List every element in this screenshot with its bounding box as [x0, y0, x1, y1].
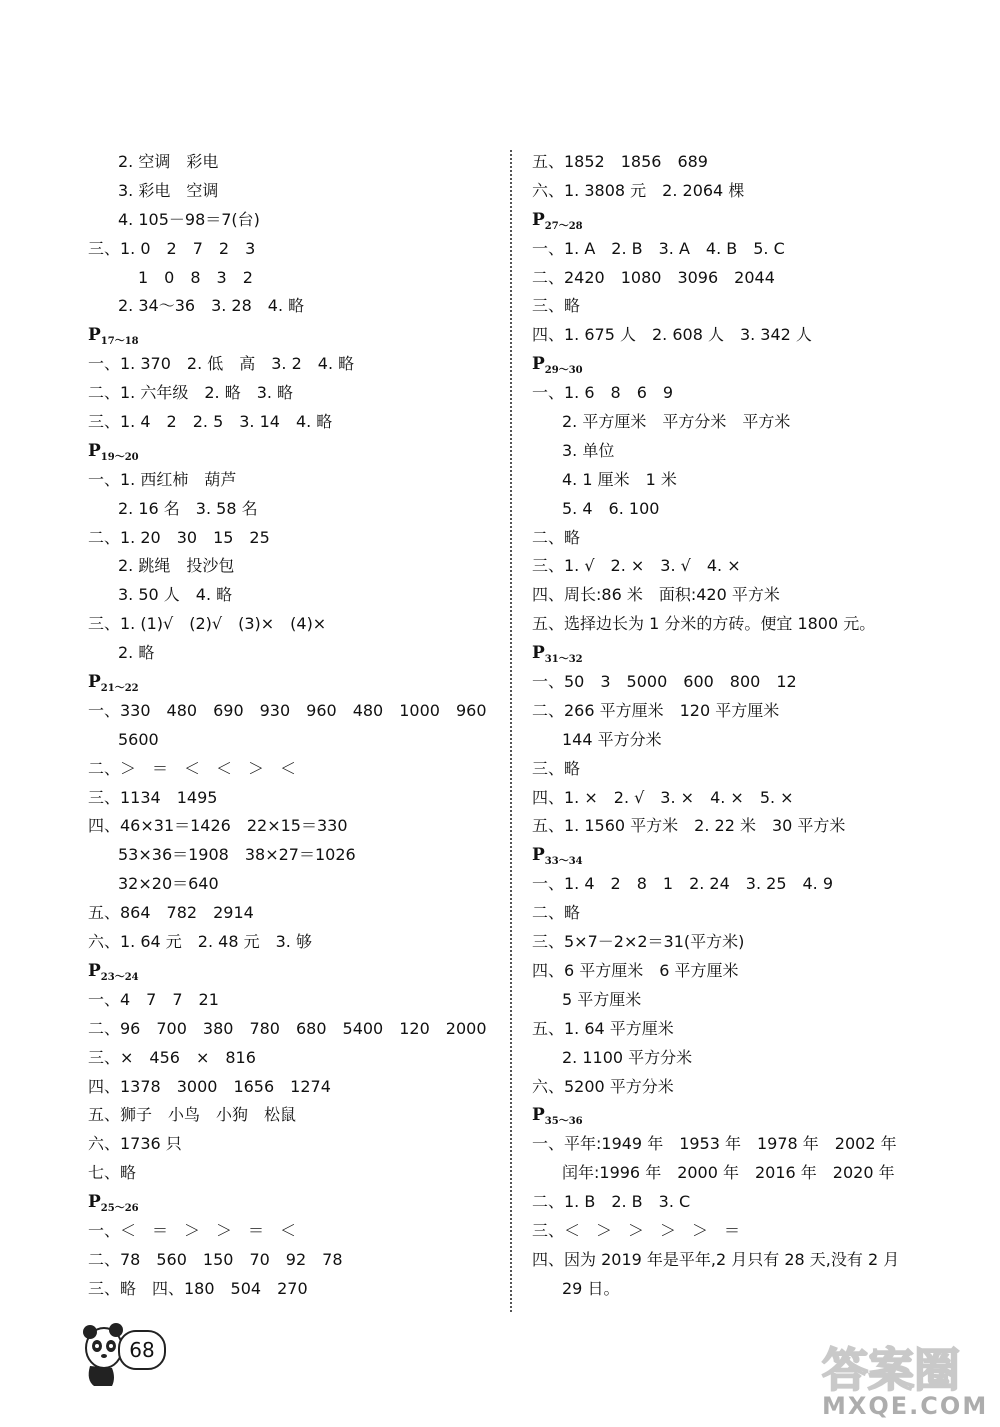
answer-line: 一、1. 370 2. 低 高 3. 2 4. 略: [88, 354, 355, 374]
answer-line: 二、略: [532, 903, 581, 923]
answer-line: 一、50 3 5000 600 800 12: [532, 672, 797, 692]
page-range-subscript: 33～34: [544, 856, 583, 868]
page-range-prefix: P: [532, 209, 545, 230]
answer-line: 三、1. 4 2 2. 5 3. 14 4. 略: [88, 412, 333, 432]
page-range-header: [532, 1101, 972, 1130]
answer-line: 三、1. (1)√ (2)√ (3)× (4)×: [88, 614, 327, 634]
watermark-url: MXQE.COM: [822, 1392, 989, 1420]
answer-line: 七、略: [88, 1163, 137, 1183]
answer-line: 2. 空调 彩电: [118, 152, 219, 171]
page-range-header: [532, 639, 972, 668]
page-number: 68: [118, 1330, 166, 1370]
page-range-prefix: P: [532, 1105, 545, 1126]
answer-line: 二、78 560 150 70 92 78: [88, 1249, 343, 1269]
answer-line: 四、6 平方厘米 6 平方厘米: [532, 960, 739, 980]
answer-line: 一、平年:1949 年 1953 年 1978 年 2002 年: [532, 1134, 897, 1154]
answer-line: 二、1. B 2. B 3. C: [532, 1192, 691, 1212]
answer-line: 2. 34～36 3. 28 4. 略: [118, 296, 305, 316]
answer-line: 5. 4 6. 100: [562, 498, 660, 518]
page-range-header: [88, 957, 498, 986]
answer-line: 2. 平方厘米 平方分米 平方米: [562, 412, 791, 432]
answer-line: 三、1. 0 2 7 2 3: [88, 238, 256, 258]
answer-line: 四、1. × 2. √ 3. × 4. × 5. ×: [532, 787, 794, 807]
answer-line: 二、1. 20 30 15 25: [88, 527, 270, 547]
answer-line: 3. 单位: [562, 440, 615, 460]
answer-line: 五、狮子 小鸟 小狗 松鼠: [88, 1105, 297, 1125]
answer-line: 3. 彩电 空调: [118, 180, 219, 200]
page-range-header: [532, 841, 972, 870]
answer-line: 一、＜ ＝ ＞ ＞ ＝ ＜: [88, 1220, 297, 1240]
answer-line: 三、略: [532, 296, 581, 316]
answer-line: 闰年:1996 年 2000 年 2016 年 2020 年: [562, 1163, 895, 1183]
page-range-prefix: P: [88, 960, 101, 981]
answer-line: 三、略: [532, 758, 581, 778]
answer-line: 一、330 480 690 930 960 480 1000 960: [88, 700, 487, 720]
answer-line: 三、× 456 × 816: [88, 1047, 256, 1067]
answer-line: 29 日。: [562, 1278, 620, 1298]
answer-line: 三、＜ ＞ ＞ ＞ ＞ ＝: [532, 1220, 741, 1240]
answer-line: 五、1. 64 平方厘米: [532, 1018, 674, 1038]
answer-line: 一、4 7 7 21: [88, 989, 219, 1009]
left-column: [88, 148, 498, 1304]
answer-line: 四、1. 675 人 2. 608 人 3. 342 人: [532, 325, 812, 345]
answer-line: 4. 105－98＝7(台): [118, 209, 260, 229]
answer-line: 144 平方分米: [562, 729, 662, 749]
watermark-logo-text: 答案圈: [822, 1343, 960, 1397]
page-range-subscript: 35～36: [544, 1116, 583, 1128]
answer-line: 3. 50 人 4. 略: [118, 585, 233, 605]
answer-line: 六、1736 只: [88, 1134, 182, 1154]
page-range-prefix: P: [532, 354, 545, 375]
page-range-prefix: P: [532, 643, 545, 664]
answer-line: 二、＞ ＝ ＜ ＜ ＞ ＜: [88, 758, 297, 778]
right-column: [532, 148, 972, 1304]
page-range-header: [88, 437, 498, 466]
answer-line: 一、1. 西红柿 葫芦: [88, 469, 237, 489]
page-range-prefix: P: [88, 325, 101, 346]
page-range-prefix: P: [532, 845, 545, 866]
answer-line: 5600: [118, 729, 159, 749]
page-range-prefix: P: [88, 672, 101, 693]
page-range-header: [88, 668, 498, 697]
answer-line: 二、96 700 380 780 680 5400 120 2000: [88, 1018, 487, 1038]
answer-line: 六、5200 平方分米: [532, 1076, 674, 1096]
answer-line: 一、1. A 2. B 3. A 4. B 5. C: [532, 238, 785, 258]
answer-line: 4. 1 厘米 1 米: [562, 469, 677, 489]
answer-line: 一、1. 6 8 6 9: [532, 383, 674, 403]
column-divider: [510, 150, 512, 1312]
page-range-subscript: 25～26: [100, 1203, 139, 1215]
answer-line: 二、266 平方厘米 120 平方厘米: [532, 700, 780, 720]
page-range-prefix: P: [88, 1192, 101, 1213]
answer-line: 二、2420 1080 3096 2044: [532, 267, 775, 287]
page-range-header: [532, 350, 972, 379]
answer-line: 四、周长:86 米 面积:420 平方米: [532, 585, 780, 605]
page-range-prefix: P: [88, 440, 101, 461]
page-range-subscript: 19～20: [100, 451, 139, 463]
page-range-subscript: 27～28: [544, 220, 583, 232]
page-range-subscript: 31～32: [544, 654, 583, 666]
answer-line: 五、1852 1856 689: [532, 152, 708, 171]
page-range-subscript: 21～22: [100, 683, 139, 695]
answer-line: 三、5×7－2×2＝31(平方米): [532, 932, 745, 952]
answer-line: 三、1134 1495: [88, 787, 218, 807]
answer-line: 5 平方厘米: [562, 989, 642, 1009]
answer-line: 1 0 8 3 2: [138, 267, 253, 287]
answer-line: 53×36＝1908 38×27＝1026: [118, 845, 356, 865]
answer-line: 一、1. 4 2 8 1 2. 24 3. 25 4. 9: [532, 874, 834, 894]
answer-line: 2. 1100 平方分米: [562, 1047, 693, 1067]
answer-line: 2. 跳绳 投沙包: [118, 556, 235, 576]
answer-line: 三、略 四、180 504 270: [88, 1278, 308, 1298]
answer-line: 32×20＝640: [118, 874, 219, 894]
page-range-subscript: 29～30: [544, 365, 583, 377]
answer-line: 2. 16 名 3. 58 名: [118, 498, 258, 518]
answer-line: 四、1378 3000 1656 1274: [88, 1076, 331, 1096]
page-range-header: [88, 1188, 498, 1217]
answer-line: 二、略: [532, 527, 581, 547]
page-range-subscript: 23～24: [100, 971, 139, 983]
answer-line: 六、1. 64 元 2. 48 元 3. 够: [88, 932, 312, 952]
answer-line: 三、1. √ 2. × 3. √ 4. ×: [532, 556, 741, 576]
answer-line: 六、1. 3808 元 2. 2064 棵: [532, 180, 745, 200]
page-range-header: [532, 206, 972, 235]
answer-line: 四、因为 2019 年是平年,2 月只有 28 天,没有 2 月: [532, 1249, 900, 1269]
answer-line: 二、1. 六年级 2. 略 3. 略: [88, 383, 294, 403]
page-range-subscript: 17～18: [100, 336, 139, 348]
answer-line: 四、46×31＝1426 22×15＝330: [88, 816, 348, 836]
answer-line: 2. 略: [118, 643, 155, 663]
answer-line: 五、864 782 2914: [88, 903, 254, 923]
page-range-header: [88, 321, 498, 350]
answer-line: 五、1. 1560 平方米 2. 22 米 30 平方米: [532, 816, 846, 836]
answer-line: 五、选择边长为 1 分米的方砖。便宜 1800 元。: [532, 614, 876, 634]
